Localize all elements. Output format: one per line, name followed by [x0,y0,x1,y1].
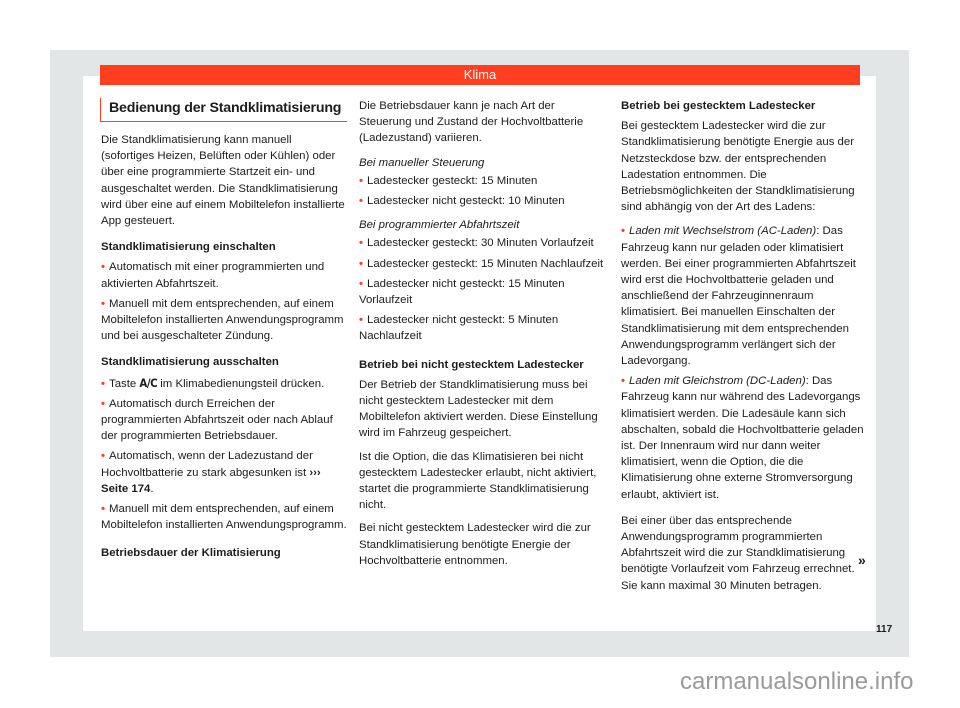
list-item: • Ladestecker nicht gesteckt: 10 Minuten [359,195,565,208]
bullet-icon: • [101,503,105,516]
list-item: • Taste A/C im Klimabedienungsteil drücken. [101,375,325,390]
list-item: • Automatisch, wenn der Ladezustand der Hochvoltbatterie zu stark abgesunken ist ››› Seite 174. [101,450,321,495]
duration-intro: Die Betriebsdauer kann je nach Art der Steuerung und Zustand der Hochvoltbatterie (Ladezustand) variieren. [359,100,584,145]
bullet-icon: • [101,261,105,274]
switch-on-heading: Standklimatisierung einschalten [101,241,276,254]
bullet-icon: • [621,375,625,388]
chapter-header [100,65,860,85]
plugged-heading: Betrieb bei gestecktem Ladestecker [621,100,816,112]
bullet-icon: • [101,377,105,390]
bullet-icon: • [101,397,105,410]
column-right [621,98,867,601]
page-number: 117 [876,624,893,635]
switch-off-heading: Standklimatisierung ausschalten [101,356,279,369]
column-left [101,98,347,566]
continue-arrow-icon: » [858,552,866,568]
list-item: • Manuell mit dem entsprechenden, auf einem Mobiltelefon installierten Anwendungsprogramm. [101,503,347,532]
bullet-icon: • [101,450,105,463]
list-item: • Ladestecker nicht gesteckt: 15 Minuten Vorlaufzeit [359,277,565,307]
bullet-icon: • [359,314,363,327]
duration-heading: Betriebsdauer der Klimatisierung [101,547,281,560]
plugged-intro: Bei gestecktem Ladestecker wird die zur Standklimatisierung benötigte Energie aus der Netzsteckdose bzw. der entsprechenden Ladestation entnommen. Die Betriebsmöglichkeiten der Standklimatisierung sind abhängig von der Art des Ladens: [621,120,855,214]
paragraph: Ist die Option, die das Klimatisieren bei nicht gestecktem Ladestecker erlaubt, nicht aktiviert, startet die programmierte Standklimatisierung nicht. [359,450,597,512]
list-item: • Automatisch durch Erreichen der programmierten Abfahrtszeit oder nach Ablauf der programmierten Betriebsdauer. [101,397,333,443]
section-title: Bedienung der Standklimatisierung [100,98,347,122]
list-item: • Ladestecker gesteckt: 15 Minuten [359,174,538,187]
ac-button-icon: A/C [139,375,158,390]
list-item-dc: • Laden mit Gleichstrom (DC-Laden): Das Fahrzeug kann nur während des Ladevorgangs klimatisiert werden. Die Ladesäule kann sich abschalten, sobald die Hochvoltbatterie geladen ist. Der Innenraum wird nur dann weiter klimatisiert, wenn die Option, die die Klimatisierung ohne externe Stromversorgung erlaubt, aktiviert ist. [621,375,864,501]
list-item-ac: • Laden mit Wechselstrom (AC-Laden): Das Fahrzeug kann nur geladen oder klimatisiert werden. Bei einer programmierten Abfahrtszeit wird erst die Hochvoltbatterie geladen und anschließend der Fahrzeuginnenraum klimatisiert. Bei manuellen Einschalten der Standklimatisierung mit dem entsprechenden Anwendungsprogramm verlängert sich der Ladevorgang. [621,225,856,368]
list-item: • Manuell mit dem entsprechenden, auf einem Mobiltelefon installierten Anwendungsprogramm und bei ausgeschalteter Zündung. [101,297,344,343]
list-item: • Automatisch mit einer programmierten und aktivierten Abfahrtszeit. [101,261,325,290]
closing-paragraph: Bei einer über das entsprechende Anwendungsprogramm programmierten Abfahrtszeit wird die zur Standklimatisierung benötigte Vorlaufzeit vom Fahrzeug errechnet. Sie kann maximal 30 Minuten betragen. [621,514,855,592]
list-item: • Ladestecker gesteckt: 15 Minuten Nachlaufzeit [359,257,604,270]
manual-control-heading: Bei manueller Steuerung [359,156,485,169]
programmed-departure-heading: Bei programmierter Abfahrtszeit [359,219,520,232]
list-item: • Ladestecker gesteckt: 30 Minuten Vorlaufzeit [359,237,594,250]
unplugged-heading: Betrieb bei nicht gestecktem Ladestecker [359,358,584,371]
paragraph: Der Betrieb der Standklimatisierung muss bei nicht gestecktem Ladestecker mit dem Mobiltelefon aktiviert werden. Diese Einstellung wird im Fahrzeug gespeichert. [359,378,598,440]
intro-paragraph: Die Standklimatisierung kann manuell (sofortiges Heizen, Belüften oder Kühlen) oder über eine programmierte Startzeit ein- und ausgeschaltet werden. Die Standklimatisierung wird über eine auf einem Mobiltelefon installierte App gesteuert. [101,134,345,228]
page-reference-link[interactable]: ››› Seite 174 [101,466,321,495]
bullet-icon: • [621,225,625,238]
column-middle [359,98,607,576]
watermark: carmanualsonline.info [680,668,914,695]
bullet-icon: • [359,174,363,187]
bullet-icon: • [359,257,363,270]
paragraph: Bei nicht gestecktem Ladestecker wird die zur Standklimatisierung benötigte Energie der Hochvoltbatterie entnommen. [359,522,591,567]
chapter-title: Klima [463,67,497,82]
bullet-icon: • [359,195,363,208]
bullet-icon: • [359,277,363,290]
bullet-icon: • [359,237,363,250]
bullet-icon: • [101,297,105,310]
list-item: • Ladestecker nicht gesteckt: 5 Minuten Nachlaufzeit [359,314,559,343]
